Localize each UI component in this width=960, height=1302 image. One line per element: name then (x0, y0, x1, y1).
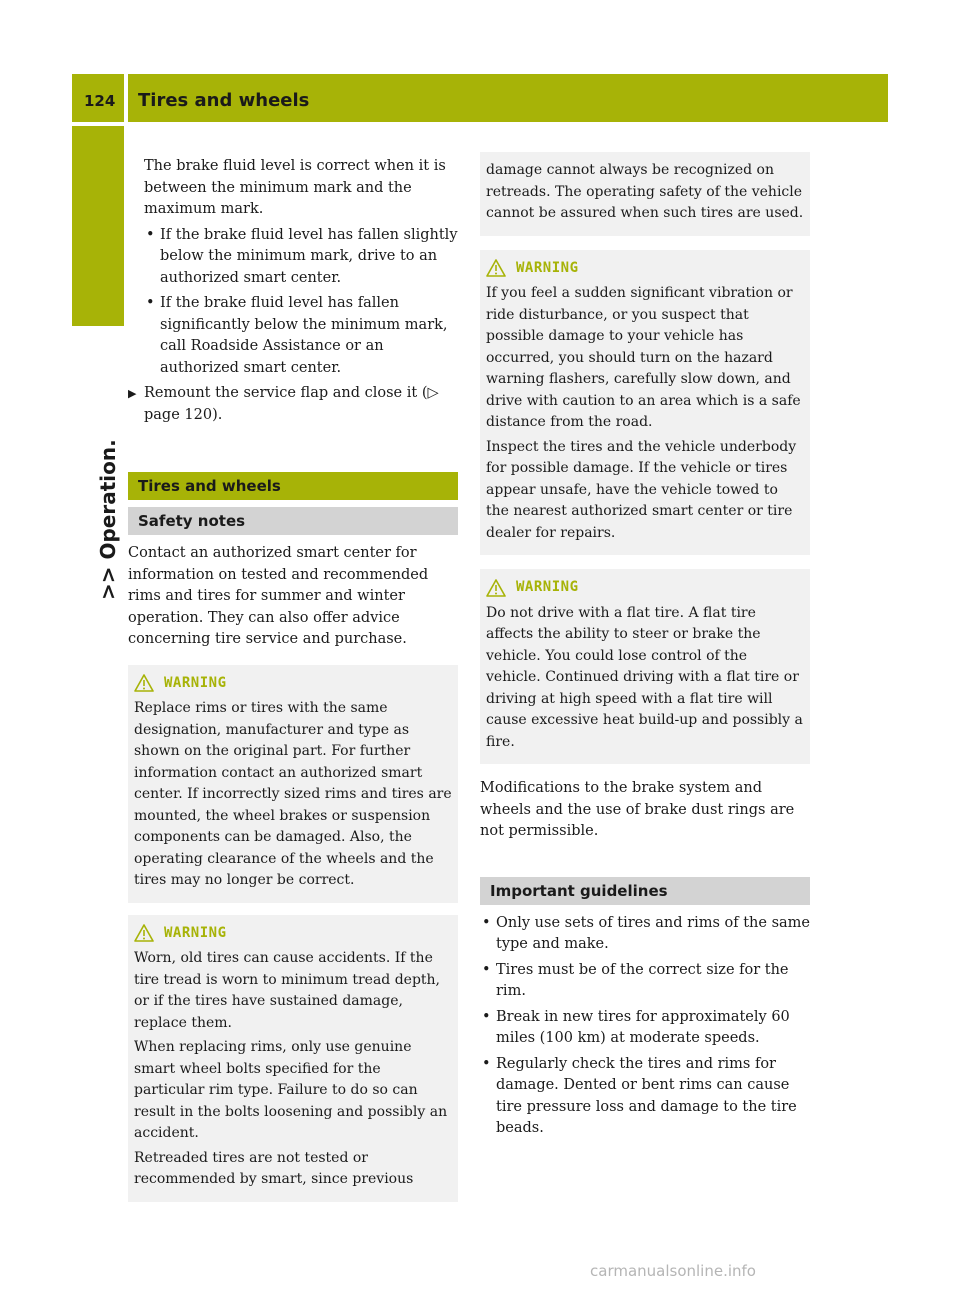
modifications-text: Modifications to the brake system and wheels and the use of brake dust rings are not permissible. (480, 780, 795, 839)
list-item (480, 1007, 810, 1050)
bullet-icon: • (482, 1008, 491, 1025)
warning-text: Worn, old tires can cause accidents. If the tire tread is worn to minimum tread depth, or if the tires have sustained damage, replace them. (134, 950, 441, 1031)
bullet-icon: • (482, 914, 491, 931)
step-arrow-icon: ▶ (128, 387, 137, 400)
warning-header (486, 258, 804, 280)
bullet-text: Break in new tires for approximately 60 miles (100 km) at moderate speeds. (496, 1008, 790, 1046)
guidelines-list (480, 913, 810, 1140)
brake-fluid-intro: The brake fluid level is correct when it is between the minimum mark and the maximum mark. (144, 158, 446, 217)
warning-label: WARNING (516, 579, 579, 595)
warning-text: Replace rims or tires with the same designation, manufacturer and type as shown on the original part. For further information contact an authorized smart center. If incorrectly sized rims and tires are mounted, the wheel brakes or suspension components can be damaged. Also, the operating clearance of the wheels and the tires may no longer be correct. (134, 700, 452, 888)
warning-text: Inspect the tires and the vehicle underbody for possible damage. If the vehicle or tires appear unsafe, have the vehicle towed to the nearest authorized smart center or tire dealer for repairs. (486, 438, 797, 541)
sidebar-label-wrap (76, 340, 120, 600)
sidebar-label: >> Operation. (96, 439, 120, 600)
bullet-text: Tires must be of the correct size for the rim. (496, 961, 789, 999)
section-heading-tires-and-wheels: Tires and wheels (128, 472, 458, 500)
left-column (128, 156, 458, 1202)
bullet-icon: • (482, 1055, 491, 1072)
warning-box (128, 665, 458, 903)
bullet-icon: • (146, 226, 155, 243)
list-item (480, 913, 810, 956)
warning-box (480, 250, 810, 556)
page-number-box (72, 74, 124, 122)
subsection-heading-important-guidelines: Important guidelines (480, 877, 810, 905)
warning-text: When replacing rims, only use genuine smart wheel bolts specified for the particular rim type. Failure to do so can result in the bolts loosening and possibly an accident. (134, 1039, 448, 1141)
warning-triangle-icon (486, 259, 506, 277)
list-item (480, 960, 810, 1003)
bullet-text: Only use sets of tires and rims of the same type and make. (496, 914, 810, 952)
safety-notes-text: Contact an authorized smart center for information on tested and recommended rims and tires for summer and winter operation. They can also offer advice concerning tire service and purchase. (128, 545, 429, 647)
step-text: Remount the service flap and close it (▷ page 120). (144, 385, 439, 423)
header-bar (128, 74, 888, 122)
warning-header (486, 577, 804, 599)
warning-triangle-icon (134, 674, 154, 692)
warning-label: WARNING (516, 259, 579, 276)
warning-triangle-icon (486, 579, 506, 597)
bullet-icon: • (146, 295, 155, 311)
warning-box (128, 915, 458, 1202)
warning-header (134, 673, 452, 695)
list-item (144, 225, 458, 290)
bullet-text: If the brake fluid level has fallen significantly below the minimum mark, call Roadside Assistance or an authorized smart center. (160, 295, 448, 376)
bullet-text: Regularly check the tires and rims for damage. Dented or bent rims can cause tire pressure loss and damage to the tire beads. (496, 1055, 797, 1136)
warning-box (480, 569, 810, 764)
warning-label: WARNING (164, 924, 227, 941)
sidebar-tab (72, 126, 124, 326)
bullet-icon: • (482, 961, 491, 978)
warning-triangle-icon (134, 924, 154, 942)
warning-header (134, 923, 452, 945)
list-item (144, 293, 458, 379)
right-column (480, 152, 810, 1140)
page-number: 124 (84, 92, 116, 110)
warning-text: Retreaded tires are not tested or recommended by smart, since previous (134, 1149, 414, 1187)
warning-box-continued (480, 152, 810, 236)
subsection-heading-safety-notes: Safety notes (128, 507, 458, 535)
header-title: Tires and wheels (138, 90, 310, 111)
watermark: carmanualsonline.info (590, 1262, 756, 1280)
warning-label: WARNING (164, 674, 227, 691)
warning-text: damage cannot always be recognized on retreads. The operating safety of the vehicle cannot be assured when such tires are used. (486, 162, 804, 221)
list-item (480, 1054, 810, 1140)
bullet-text: If the brake fluid level has fallen slightly below the minimum mark, drive to an authorized smart center. (160, 226, 458, 286)
warning-text: If you feel a sudden significant vibration or ride disturbance, or you suspect that possible damage to your vehicle has occurred, you should turn on the hazard warning flashers, carefully slow down, and drive with caution to an area which is a safe distance from the road. (486, 285, 801, 430)
instruction-step (128, 383, 458, 426)
warning-text: Do not drive with a flat tire. A flat tire affects the ability to steer or brake the vehicle. You could lose control of the vehicle. Continued driving with a flat tire or driving at high speed with a flat tire will cause excessive heat build-up and possibly a fire. (486, 604, 803, 750)
